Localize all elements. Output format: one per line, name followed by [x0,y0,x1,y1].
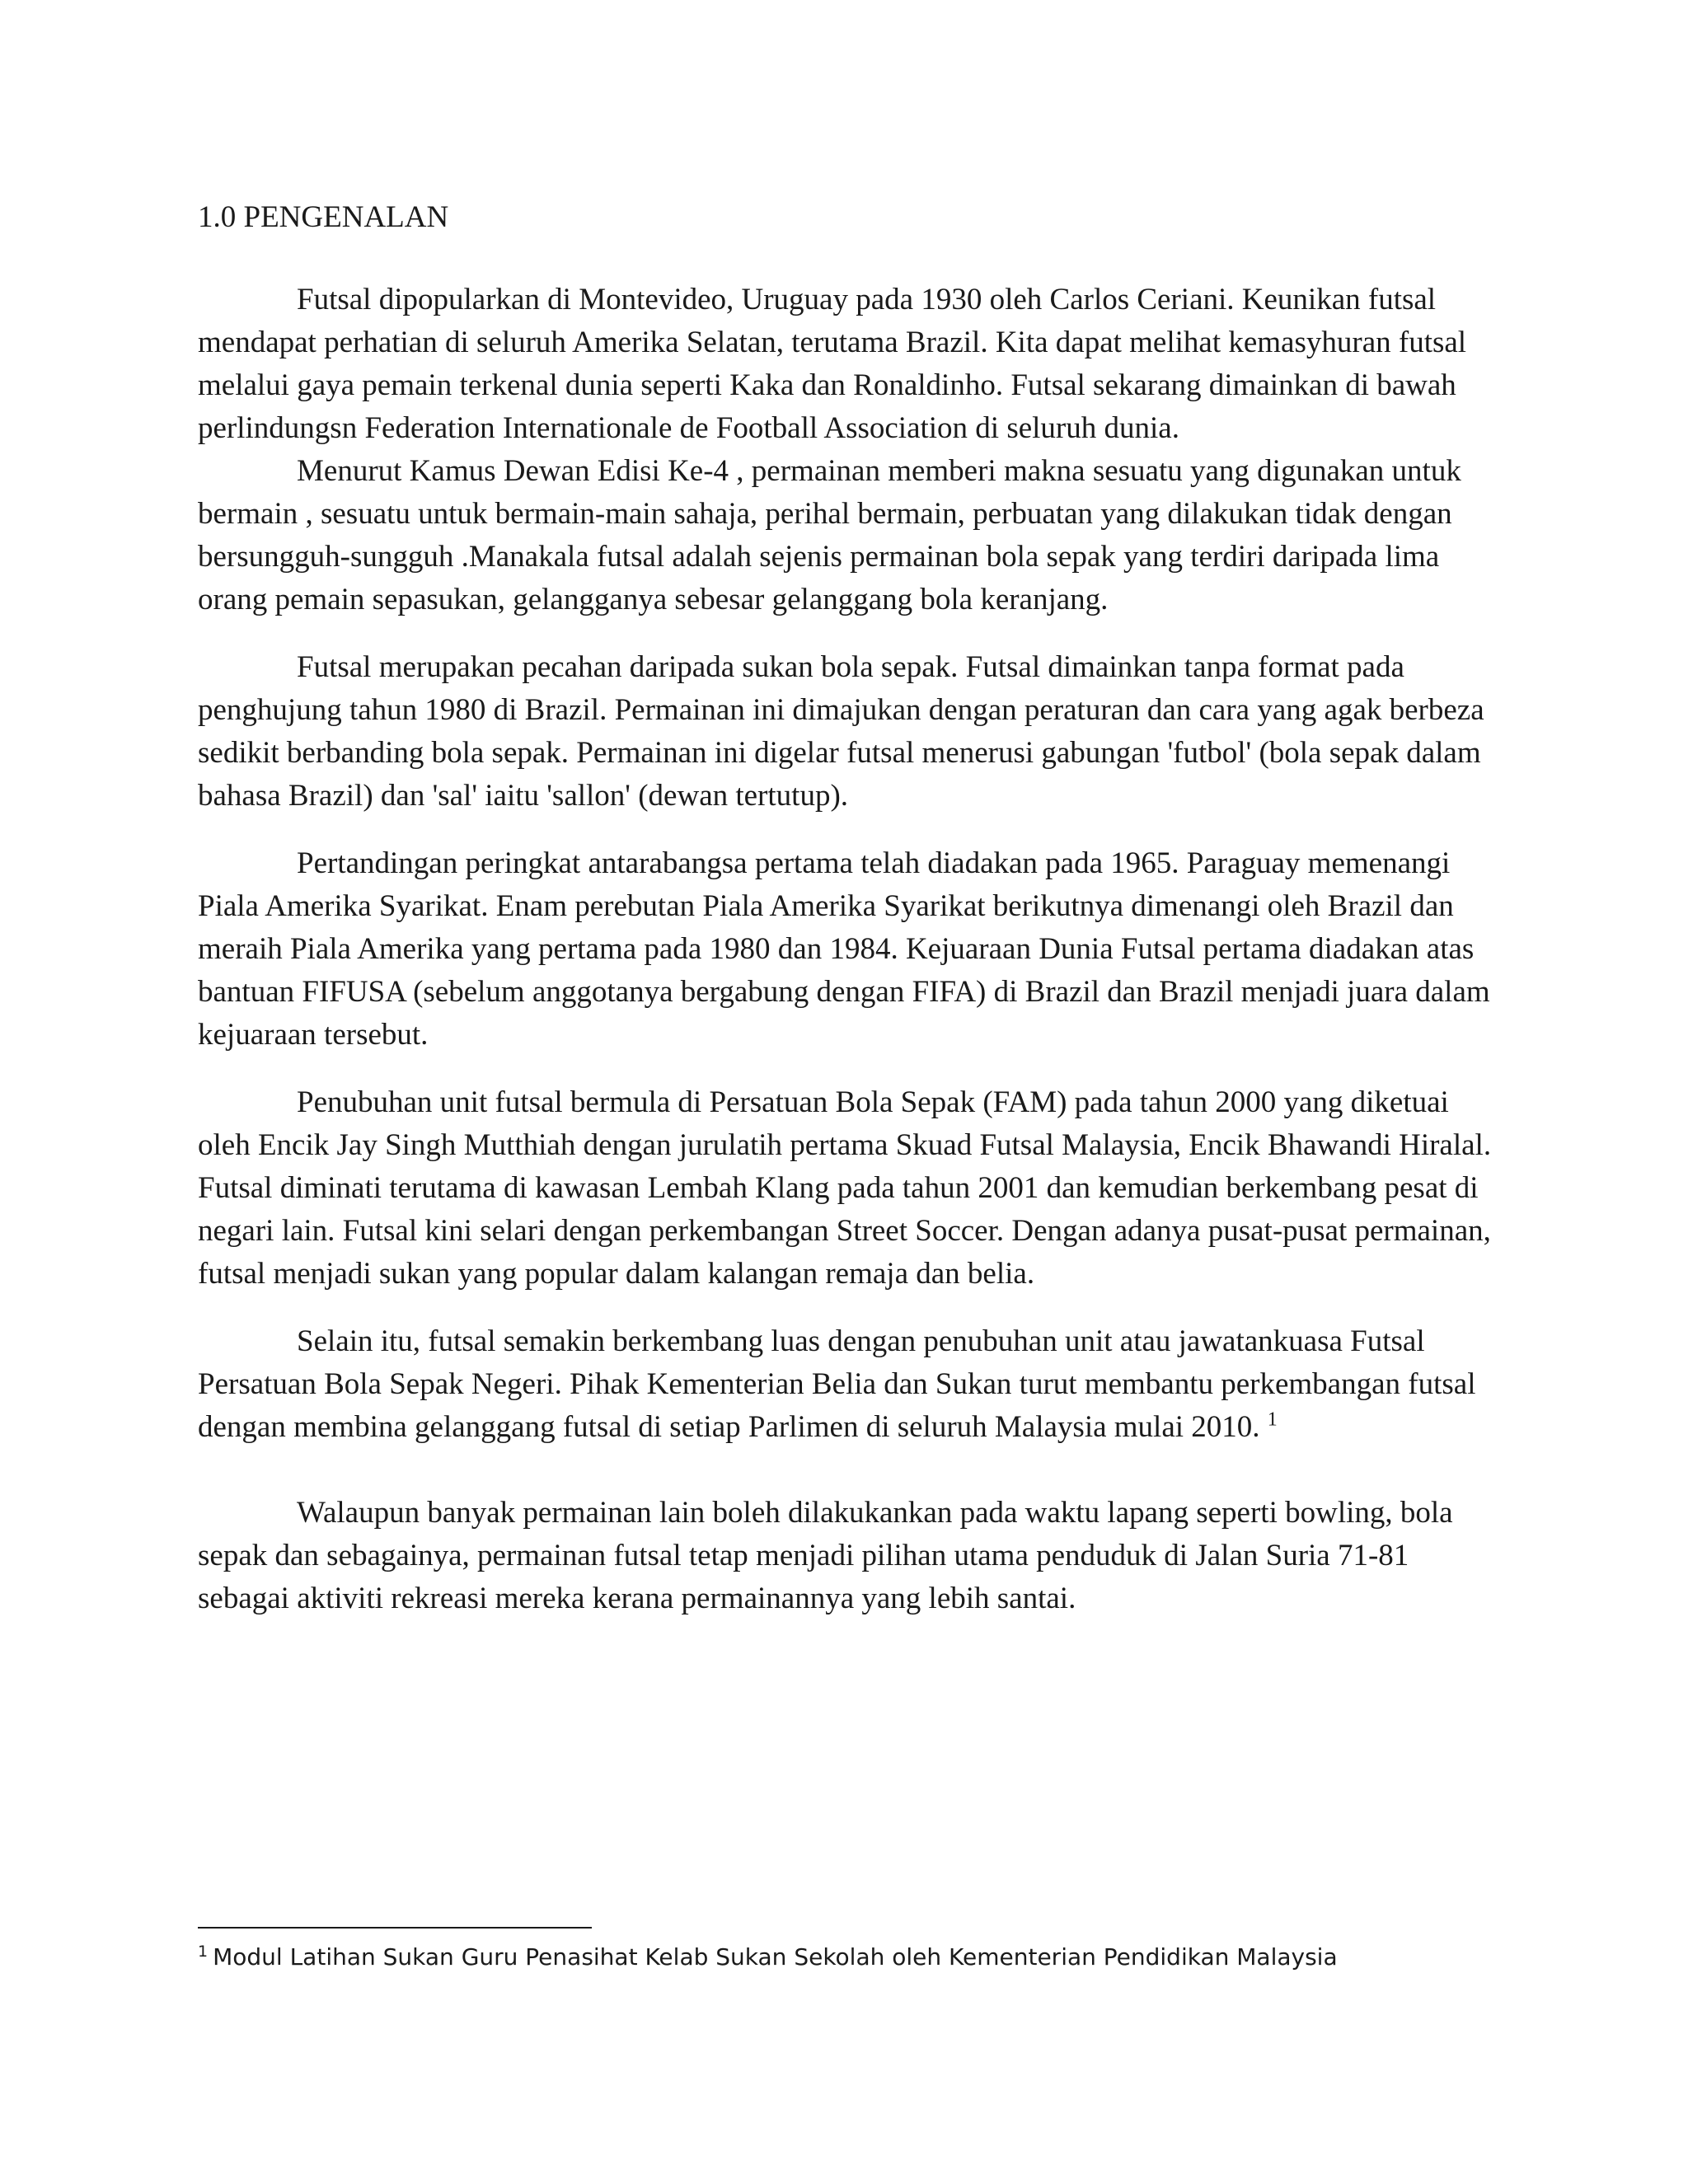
footnote-reference[interactable]: 1 [1267,1408,1278,1431]
footnote [198,1941,1517,1974]
document-body [198,196,1500,1620]
paragraph-5: Penubuhan unit futsal bermula di Persatuan Bola Sepak (FAM) pada tahun 2000 yang diketuai oleh Encik Jay Singh Mutthiah dengan jurulatih pertama Skuad Futsal Malaysia, Encik Bhawandi Hiralal. Futsal diminati terutama di kawasan Lembah Klang pada tahun 2001 dan kemudian berkembang pesat di negari lain. Futsal kini selari dengan perkembangan Street Soccer. Dengan adanya pusat-pusat permainan, futsal menjadi sukan yang popular dalam kalangan remaja dan belia. [198,1085,1492,1291]
paragraph-6 [198,1320,1500,1449]
section-heading: 1.0 PENGENALAN [198,200,449,234]
footnote-text: Modul Latihan Sukan Guru Penasihat Kelab Sukan Sekolah oleh Kementerian Pendidikan Malaysia [213,1943,1338,1971]
paragraph-2: Menurut Kamus Dewan Edisi Ke-4 , permainan memberi makna sesuatu yang digunakan untuk bermain , sesuatu untuk bermain-main sahaja, perihal bermain, perbuatan yang dilakukan tidak dengan bersungguh-sungguh .Manakala futsal adalah sejenis permainan bola sepak yang terdiri daripada lima orang pemain sepasukan, gelangganya sebesar gelanggang bola keranjang. [198,454,1461,616]
paragraph-4: Pertandingan peringkat antarabangsa pertama telah diadakan pada 1965. Paraguay memenangi Piala Amerika Syarikat. Enam perebutan Piala Amerika Syarikat berikutnya dimenangi oleh Brazil dan meraih Piala Amerika yang pertama pada 1980 dan 1984. Kejuaraan Dunia Futsal pertama diadakan atas bantuan FIFUSA (sebelum anggotanya bergabung dengan FIFA) di Brazil dan Brazil menjadi juara dalam kejuaraan tersebut. [198,846,1490,1052]
footnote-number: 1 [198,1942,209,1961]
paragraph-7: Walaupun banyak permainan lain boleh dilakukankan pada waktu lapang seperti bowling, bola sepak dan sebagainya, permainan futsal tetap menjadi pilihan utama penduduk di Jalan Suria 71-81 sebagai aktiviti rekreasi mereka kerana permainannya yang lebih santai. [198,1496,1453,1615]
paragraph-1: Futsal dipopularkan di Montevideo, Uruguay pada 1930 oleh Carlos Ceriani. Keunikan futsal mendapat perhatian di seluruh Amerika Selatan, terutama Brazil. Kita dapat melihat kemasyhuran futsal melalui gaya pemain terkenal dunia seperti Kaka dan Ronaldinho. Futsal sekarang dimainkan di bawah perlindungsn Federation Internationale de Football Association di seluruh dunia. [198,283,1467,445]
footnote-separator [198,1927,592,1929]
paragraph-3: Futsal merupakan pecahan daripada sukan bola sepak. Futsal dimainkan tanpa format pada penghujung tahun 1980 di Brazil. Permainan ini dimajukan dengan peraturan dan cara yang agak berbeza sedikit berbanding bola sepak. Permainan ini digelar futsal menerusi gabungan 'futbol' (bola sepak dalam bahasa Brazil) dan 'sal' iaitu 'sallon' (dewan tertutup). [198,650,1484,813]
paragraph-6-text: Selain itu, futsal semakin berkembang luas dengan penubuhan unit atau jawatankuasa Futsal Persatuan Bola Sepak Negeri. Pihak Kementerian Belia dan Sukan turut membantu perkembangan futsal dengan membina gelanggang futsal di setiap Parlimen di seluruh Malaysia mulai 2010. [198,1324,1476,1444]
